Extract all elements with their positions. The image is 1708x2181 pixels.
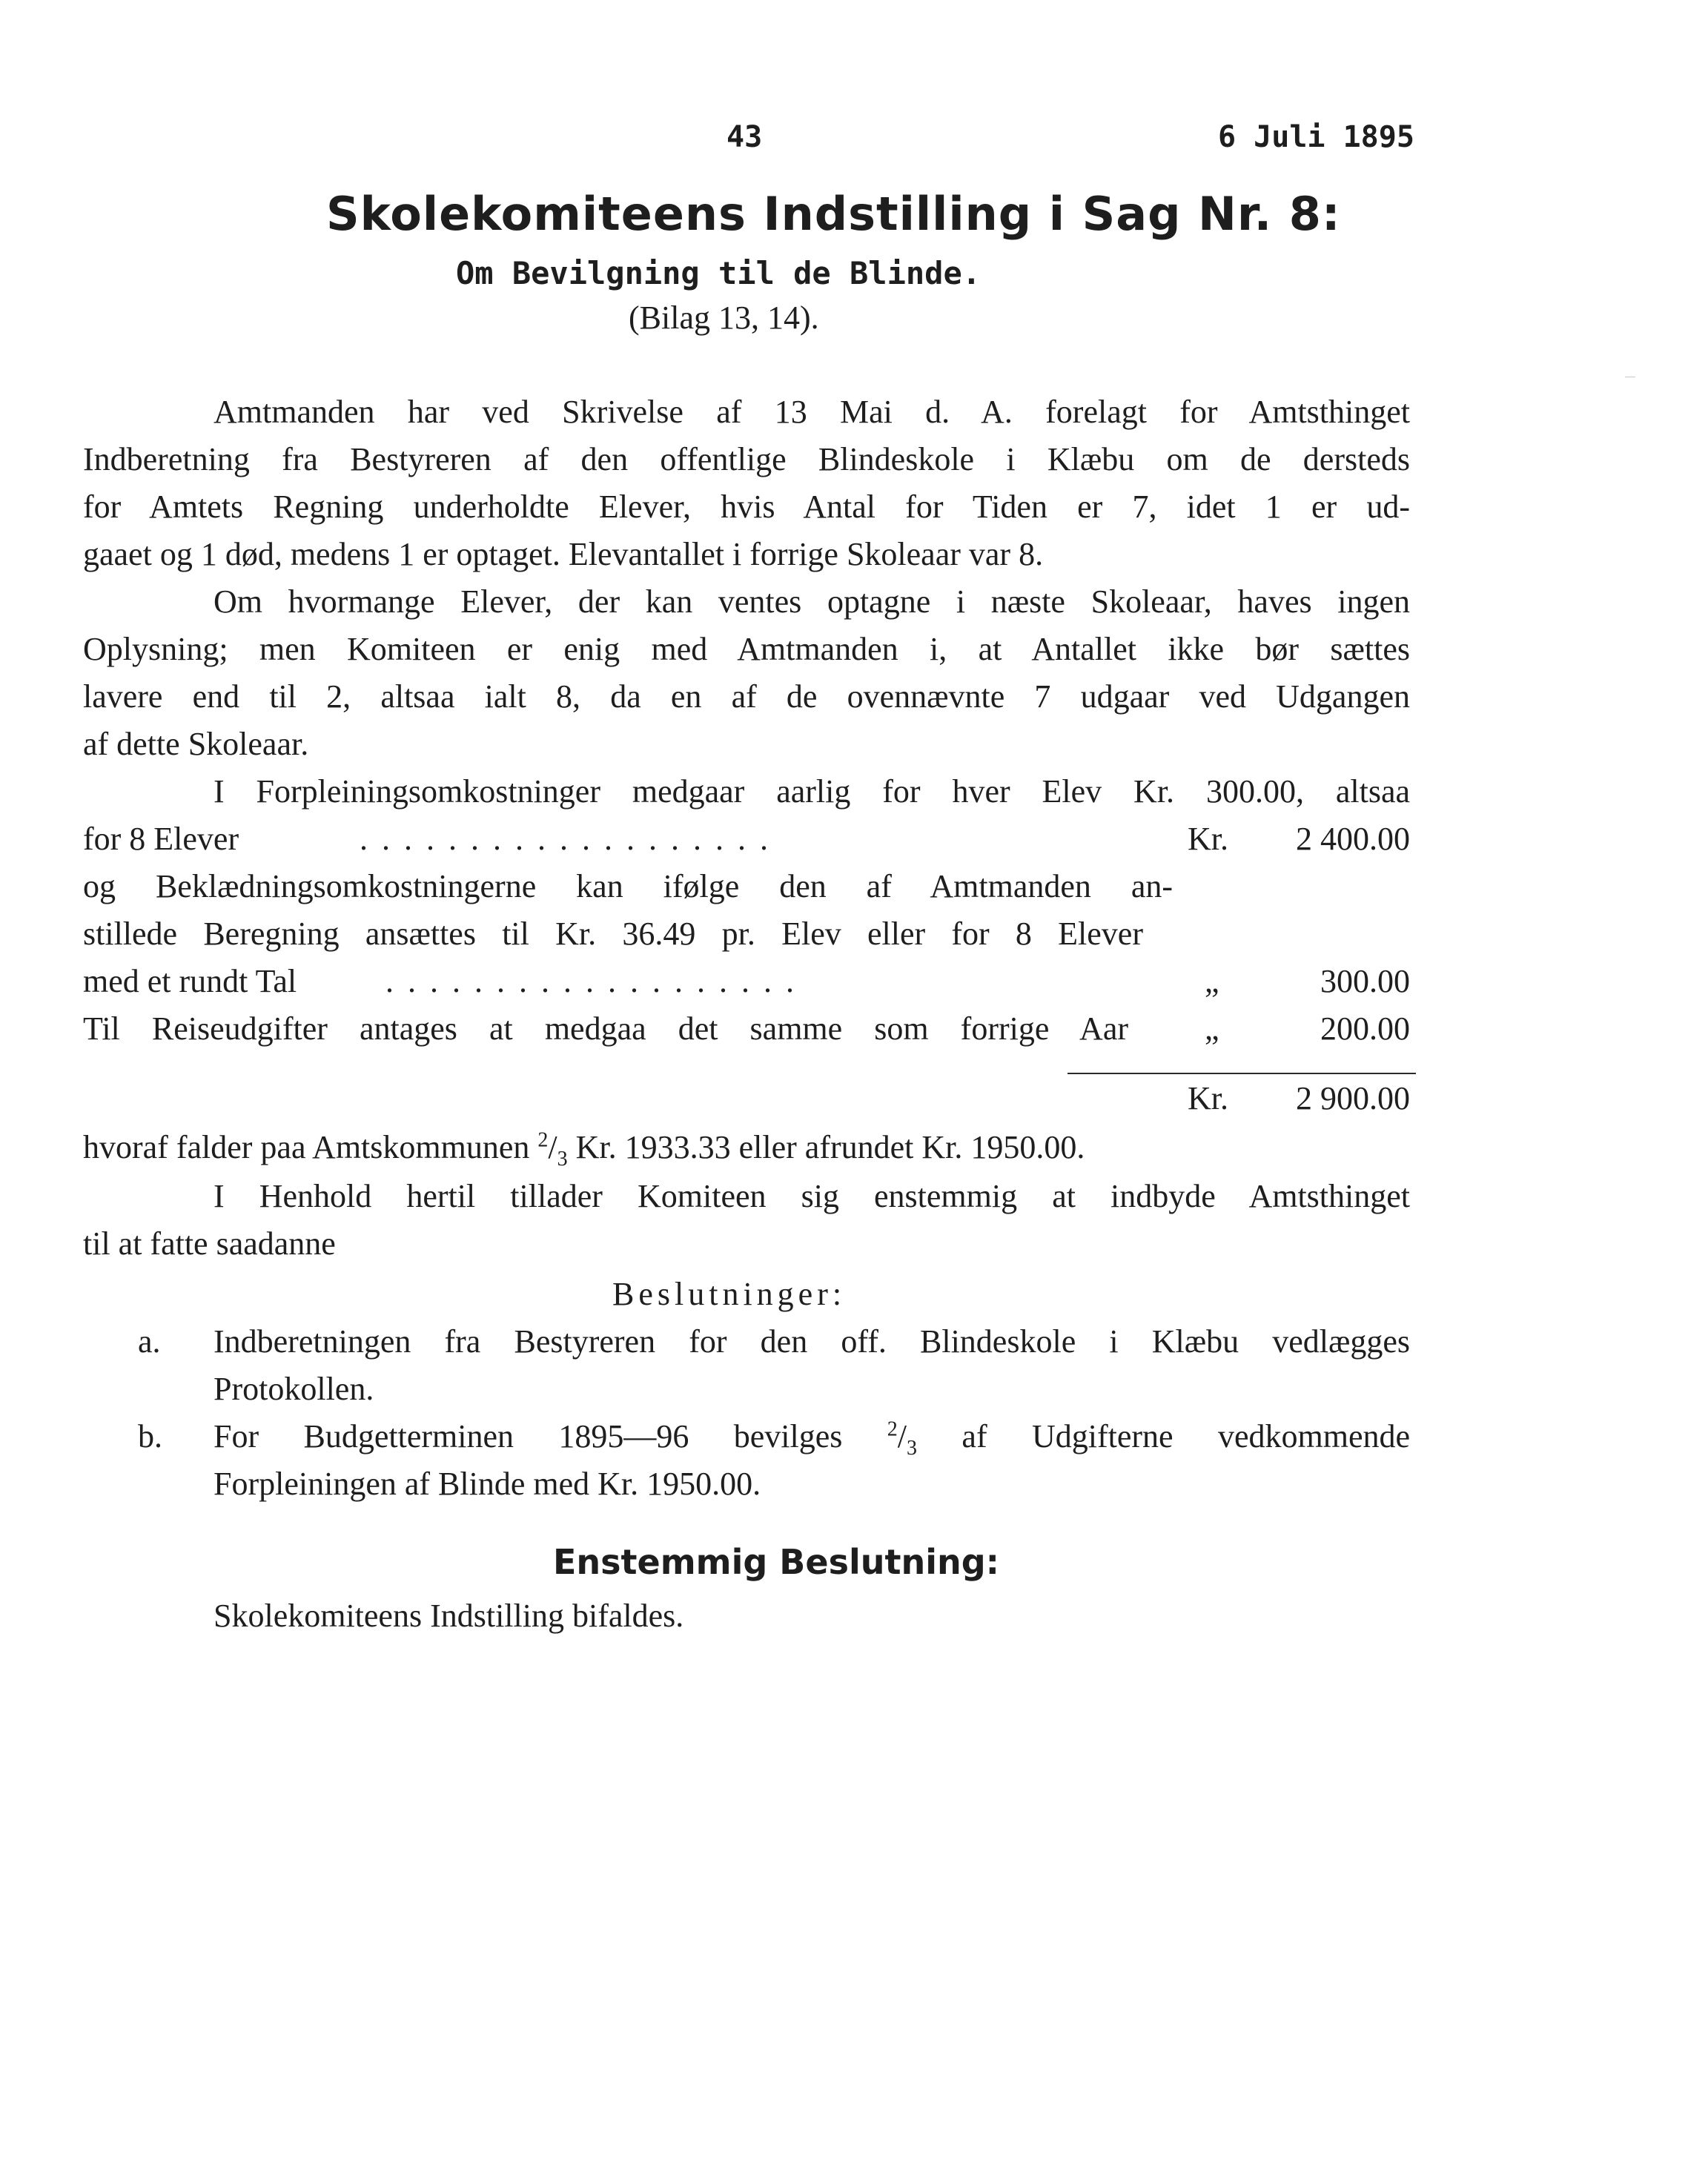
ditto-mark: „ xyxy=(1205,1010,1219,1047)
paragraph-line: Indberetning fra Bestyreren af den offentlige Blindeskole i Klæbu om de dersteds xyxy=(83,441,1410,477)
page-title: Skolekomiteens Indstilling i Sag Nr. 8: xyxy=(326,187,1341,241)
resolution-marker: b. xyxy=(138,1418,162,1454)
fraction-numerator: 2 xyxy=(537,1128,549,1152)
resolution-text-part: For Budgetterminen 1895—96 bevilges xyxy=(214,1418,887,1454)
paragraph-line: og Beklædningsomkostningerne kan ifølge den af Amtmanden an- xyxy=(83,868,1173,904)
resolution-text: Protokollen. xyxy=(214,1371,374,1407)
final-line: Skolekomiteens Indstilling bifaldes. xyxy=(214,1598,684,1634)
paragraph-line: lavere end til 2, altsaa ialt 8, da en af de ovennævnte 7 udgaar ved Udgangen xyxy=(83,678,1410,715)
bilag-reference: (Bilag 13, 14). xyxy=(629,299,819,336)
dot-leader: ................... xyxy=(360,821,782,857)
paragraph-line: Oplysning; men Komiteen er enig med Amtmanden i, at Antallet ikke bør sættes xyxy=(83,631,1410,667)
paragraph-line: Om hvormange Elever, der kan ventes optagne i næste Skoleaar, haves ingen xyxy=(214,583,1410,620)
paragraph-line: Amtmanden har ved Skrivelse af 13 Mai d. A. forelagt for Amtsthinget xyxy=(214,394,1410,430)
cost-amount: 2 400.00 xyxy=(1296,821,1410,857)
ditto-mark: „ xyxy=(1205,963,1219,999)
total-amount: 2 900.00 xyxy=(1296,1080,1410,1116)
share-line-text: Kr. 1933.33 eller afrundet Kr. 1950.00. xyxy=(567,1129,1085,1165)
resolution-text: Forpleiningen af Blinde med Kr. 1950.00. xyxy=(214,1466,761,1502)
paragraph-line: til at fatte saadanne xyxy=(83,1225,336,1262)
page-date: 6 Juli 1895 xyxy=(1218,120,1414,154)
cost-currency: Kr. xyxy=(1188,821,1228,857)
resolutions-heading: Beslutninger: xyxy=(612,1276,847,1312)
paragraph-line: stillede Beregning ansættes til Kr. 36.49 pr. Elev eller for 8 Elever xyxy=(83,916,1143,952)
paragraph-line: gaaet og 1 død, medens 1 er optaget. Elevantallet i forrige Skoleaar var 8. xyxy=(83,536,1044,572)
cost-amount: 300.00 xyxy=(1320,963,1410,999)
fraction-numerator: 2 xyxy=(887,1417,898,1441)
unanimous-heading: Enstemmig Beslutning: xyxy=(553,1542,1000,1582)
total-currency: Kr. xyxy=(1188,1080,1228,1116)
share-line: hvoraf falder paa Amtskommunen $^2/_3$ Kr. 1933.33 eller afrundet Kr. 1950.00. xyxy=(83,1128,1085,1171)
resolution-marker: a. xyxy=(138,1323,161,1360)
cost-amount: 200.00 xyxy=(1320,1010,1410,1047)
cost-row-label: for 8 Elever xyxy=(83,821,239,857)
resolution-text: For Budgetterminen 1895—96 bevilges $^2/_3$ af Udgifterne vedkommende xyxy=(214,1417,1410,1460)
resolution-text: Indberetningen fra Bestyreren for den off. Blindeskole i Klæbu vedlægges xyxy=(214,1323,1410,1360)
page-subtitle: Om Bevilgning til de Blinde. xyxy=(456,255,982,291)
resolution-text-part: af Udgifterne vedkommende xyxy=(917,1418,1410,1454)
share-line-text: hvoraf falder paa Amtskommunen xyxy=(83,1129,538,1165)
fraction-denominator: 3 xyxy=(557,1147,568,1171)
costs-intro-line: I Forpleiningsomkostninger medgaar aarlig for hver Elev Kr. 300.00, altsaa xyxy=(214,773,1410,810)
dot-leader: ................... xyxy=(385,963,808,999)
fraction-denominator: 3 xyxy=(907,1436,918,1460)
paragraph-line: af dette Skoleaar. xyxy=(83,726,309,762)
cost-row-label: Til Reiseudgifter antages at medgaa det samme som forrige Aar xyxy=(83,1010,1128,1047)
paragraph-line: for Amtets Regning underholdte Elever, hvis Antal for Tiden er 7, idet 1 er ud- xyxy=(83,489,1410,525)
sum-rule xyxy=(1068,1073,1416,1074)
cost-row-label: med et rundt Tal xyxy=(83,963,297,999)
paragraph-line: I Henhold hertil tillader Komiteen sig enstemmig at indbyde Amtsthinget xyxy=(214,1178,1410,1214)
page-number: 43 xyxy=(726,120,763,154)
